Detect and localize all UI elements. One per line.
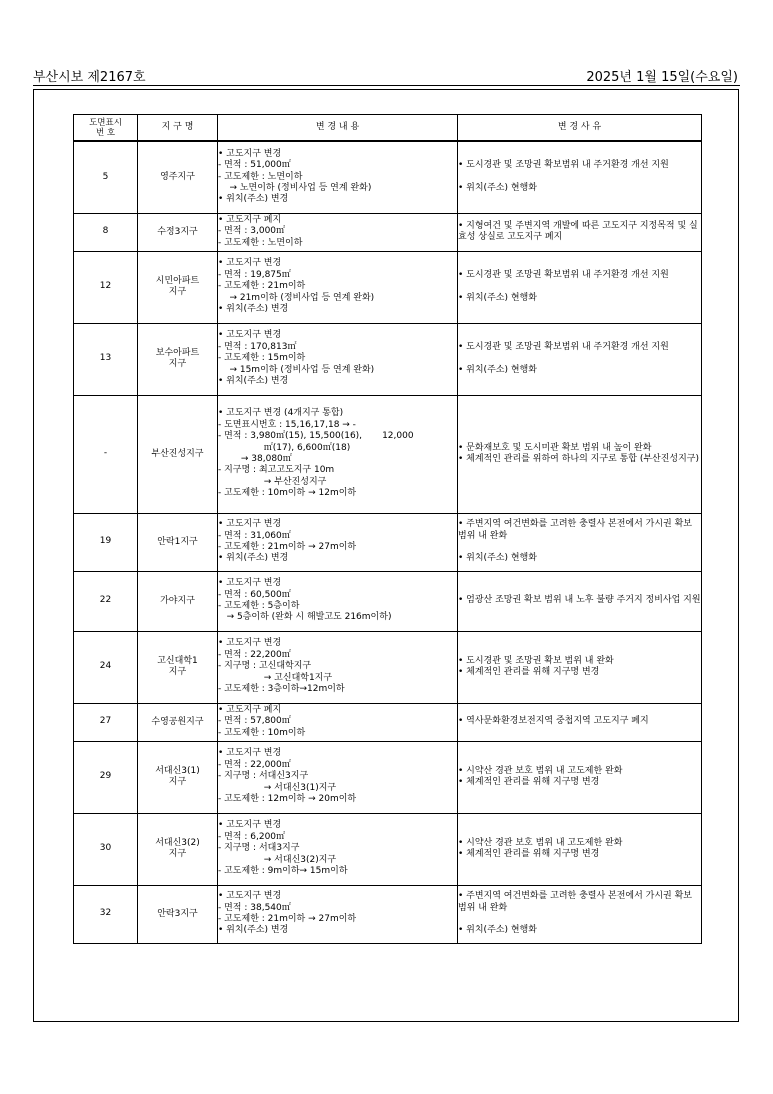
content-line: • 고도지구 변경: [218, 820, 282, 831]
content-line: • 위치(주소) 변경: [218, 376, 289, 387]
reason-line: • 지형여건 및 주변지역 개발에 따른 고도지구 지정목적 및 실효성 상실로 고도지구 폐지: [458, 220, 698, 242]
reason-line: • 위치(주소) 현행화: [458, 292, 537, 303]
reason-line: • 위치(주소) 현행화: [458, 182, 537, 193]
content-line: - 면적 : 3,000㎡: [218, 226, 286, 237]
content-line: • 고도지구 폐지: [218, 704, 282, 715]
reason-line: • 시약산 경관 보호 범위 내 고도제한 완화: [458, 765, 623, 776]
content-line: → 고신대학1지구: [218, 672, 333, 683]
reason-line: • 역사문화환경보전지역 중첩지역 고도지구 폐지: [458, 716, 649, 727]
table-row: [74, 813, 702, 885]
content-line: → 21m이하 (정비사업 등 연계 완화): [218, 292, 375, 303]
table-row: [74, 703, 702, 741]
district-name: 서대신3(2) 지구: [138, 813, 218, 885]
reason-line: • 도시경관 및 조망권 확보 범위 내 완화: [458, 655, 614, 666]
change-content: [218, 141, 458, 213]
table-row: [74, 513, 702, 571]
col-header-number-line1: 도면표시: [89, 117, 122, 128]
content-line: → 서대신3(2)지구: [218, 854, 337, 865]
row-number: 24: [74, 631, 138, 703]
district-name: 보수아파트 지구: [138, 323, 218, 395]
content-line: - 고도제한 : 5층이하: [218, 601, 300, 611]
reason-line: • 위치(주소) 현행화: [458, 925, 537, 936]
reason-line: [458, 172, 701, 183]
reason-line: [458, 914, 701, 925]
change-content: [218, 813, 458, 885]
content-line: - 면적 : 22,200㎡: [218, 649, 291, 660]
reason-line: • 위치(주소) 현행화: [458, 364, 537, 375]
district-name: 부산진성지구: [138, 395, 218, 513]
content-line: • 위치(주소) 변경: [218, 925, 289, 936]
content-line: - 면적 : 31,060㎡: [218, 530, 291, 541]
change-content: [218, 213, 458, 251]
district-name: 서대신3(1) 지구: [138, 741, 218, 813]
content-line: • 고도지구 변경: [218, 258, 282, 269]
content-line: • 고도지구 변경: [218, 578, 282, 589]
row-number: 5: [74, 141, 138, 213]
district-name: 고신대학1 지구: [138, 631, 218, 703]
reason-line: • 체계적인 관리를 위해 지구명 변경: [458, 777, 600, 787]
row-number: -: [74, 395, 138, 513]
row-number: 12: [74, 251, 138, 323]
reason-line: • 도시경관 및 조망권 확보범위 내 주거환경 개선 지원: [458, 160, 669, 171]
reason-line: • 위치(주소) 현행화: [458, 553, 537, 564]
content-line: • 고도지구 변경: [218, 638, 282, 649]
content-line: - 면적 : 22,000㎡: [218, 759, 291, 770]
col-header-number-line2: 번 호: [95, 127, 116, 138]
content-line: - 고도제한 : 10m이하: [218, 727, 306, 738]
change-content: [218, 395, 458, 513]
row-number: 19: [74, 513, 138, 571]
content-line: → 38,080㎡: [218, 454, 292, 464]
table-row: [74, 741, 702, 813]
change-reason: [458, 513, 702, 571]
district-name: 안락1지구: [138, 513, 218, 571]
content-line: • 위치(주소) 변경: [218, 553, 289, 564]
district-name: 가야지구: [138, 571, 218, 631]
col-header-district: 지 구 명: [138, 115, 218, 142]
content-line: - 지구명 : 서대3지구: [218, 843, 300, 854]
content-line: → 서대신3(1)지구: [218, 782, 337, 793]
col-header-number: [74, 115, 138, 142]
table-row: [74, 323, 702, 395]
row-number: 30: [74, 813, 138, 885]
row-number: 8: [74, 213, 138, 251]
district-change-table: [73, 114, 702, 944]
district-name: 수정3지구: [138, 213, 218, 251]
content-line: - 면적 : 3,980㎡(15), 15,500(16), 12,000: [218, 431, 414, 442]
header-divider: [33, 85, 740, 86]
content-line: - 면적 : 6,200㎡: [218, 831, 286, 842]
district-name: 시민아파트 지구: [138, 251, 218, 323]
content-line: - 고도제한 : 노면이하: [218, 237, 303, 248]
content-line: - 면적 : 51,000㎡: [218, 160, 291, 171]
content-line: • 고도지구 변경: [218, 330, 282, 341]
content-line: • 고도지구 변경: [218, 748, 282, 759]
district-name: 안락3지구: [138, 885, 218, 943]
change-reason: [458, 213, 702, 251]
change-reason: [458, 741, 702, 813]
reason-line: • 엄광산 조망권 확보 범위 내 노후 불량 주거지 정비사업 지원: [458, 595, 701, 606]
content-line: • 고도지구 변경 (4개지구 통합): [218, 408, 344, 419]
table-row: [74, 631, 702, 703]
reason-line: • 도시경관 및 조망권 확보범위 내 주거환경 개선 지원: [458, 342, 669, 353]
reason-line: • 도시경관 및 조망권 확보범위 내 주거환경 개선 지원: [458, 270, 669, 281]
reason-line: • 문화재보호 및 도시미관 확보 범위 내 높이 완화: [458, 442, 652, 453]
reason-line: [458, 542, 701, 553]
table-body: [74, 141, 702, 943]
reason-line: • 주변지역 여건변화를 고려한 충렬사 본전에서 가시권 확보 범위 내 완화: [458, 519, 692, 541]
reason-line: • 체계적인 관리를 위해 지구명 변경: [458, 849, 600, 859]
district-name: 영주지구: [138, 141, 218, 213]
change-content: [218, 703, 458, 741]
table-row: [74, 251, 702, 323]
content-line: - 고도제한 : 21m이하 → 27m이하: [218, 542, 357, 552]
content-line: - 지구명 : 고신대학지구: [218, 661, 312, 672]
content-line: - 도면표시번호 : 15,16,17,18 → -: [218, 419, 356, 430]
reason-line: • 체계적인 관리를 위하여 하나의 지구로 통합 (부산진성지구): [458, 454, 700, 464]
content-line: - 고도제한 : 21m이하 → 27m이하: [218, 914, 357, 924]
reason-line: • 체계적인 관리를 위해 지구명 변경: [458, 667, 600, 677]
reason-line: • 시약산 경관 보호 범위 내 고도제한 완화: [458, 837, 623, 848]
change-content: [218, 741, 458, 813]
content-line: - 고도제한 : 노면이하: [218, 171, 303, 182]
content-line: • 위치(주소) 변경: [218, 304, 289, 315]
change-reason: [458, 323, 702, 395]
change-reason: [458, 141, 702, 213]
table-row: [74, 885, 702, 943]
row-number: 27: [74, 703, 138, 741]
content-line: - 지구명 : 서대신3지구: [218, 771, 309, 782]
content-line: - 면적 : 60,500㎡: [218, 589, 291, 600]
content-line: - 고도제한 : 10m이하 → 12m이하: [218, 488, 357, 499]
content-line: → 5층이하 (완화 시 해발고도 216m이하): [218, 612, 392, 623]
change-content: [218, 251, 458, 323]
change-content: [218, 631, 458, 703]
content-line: - 면적 : 170,813㎡: [218, 341, 297, 352]
change-reason: [458, 885, 702, 943]
content-line: - 고도제한 : 3층이하→12m이하: [218, 684, 345, 695]
content-line: • 고도지구 변경: [218, 891, 282, 902]
row-number: 29: [74, 741, 138, 813]
reason-line: [458, 282, 701, 293]
district-name: 수영공원지구: [138, 703, 218, 741]
content-line: • 고도지구 변경: [218, 148, 282, 159]
content-line: - 고도제한 : 9m이하→ 15m이하: [218, 866, 348, 877]
row-number: 22: [74, 571, 138, 631]
col-header-content: 변 경 내 용: [218, 115, 458, 142]
change-reason: [458, 251, 702, 323]
table-row: [74, 141, 702, 213]
content-line: → 15m이하 (정비사업 등 연계 완화): [218, 364, 375, 375]
reason-line: [458, 354, 701, 365]
content-line: - 고도제한 : 12m이하 → 20m이하: [218, 794, 357, 805]
content-line: - 면적 : 38,540㎡: [218, 902, 291, 913]
change-content: [218, 571, 458, 631]
table-row: [74, 395, 702, 513]
gazette-issue: 부산시보 제2167호: [33, 70, 146, 85]
content-line: - 지구명 : 최고고도지구 10m: [218, 465, 335, 476]
content-line: - 고도제한 : 21m이하: [218, 281, 306, 292]
content-line: - 고도제한 : 15m이하: [218, 353, 306, 364]
content-line: → 부산진성지구: [218, 476, 327, 487]
change-reason: [458, 395, 702, 513]
content-line: ㎡(17), 6,600㎡(18): [218, 442, 351, 453]
issue-date: 2025년 1월 15일(수요일): [586, 70, 738, 85]
row-number: 13: [74, 323, 138, 395]
content-line: • 고도지구 폐지: [218, 214, 282, 225]
change-reason: [458, 571, 702, 631]
content-line: • 고도지구 변경: [218, 519, 282, 530]
table-row: [74, 213, 702, 251]
content-line: • 위치(주소) 변경: [218, 194, 289, 205]
change-content: [218, 885, 458, 943]
reason-line: • 주변지역 여건변화를 고려한 충렬사 본전에서 가시권 확보 범위 내 완화: [458, 891, 692, 913]
change-content: [218, 513, 458, 571]
row-number: 32: [74, 885, 138, 943]
content-line: - 면적 : 57,800㎡: [218, 716, 291, 727]
table-header-row: [74, 115, 702, 142]
change-reason: [458, 813, 702, 885]
content-line: → 노면이하 (정비사업 등 연계 완화): [218, 182, 372, 193]
change-reason: [458, 703, 702, 741]
content-line: - 면적 : 19,875㎡: [218, 269, 291, 280]
change-content: [218, 323, 458, 395]
table-row: [74, 571, 702, 631]
col-header-reason: 변 경 사 유: [458, 115, 702, 142]
change-reason: [458, 631, 702, 703]
